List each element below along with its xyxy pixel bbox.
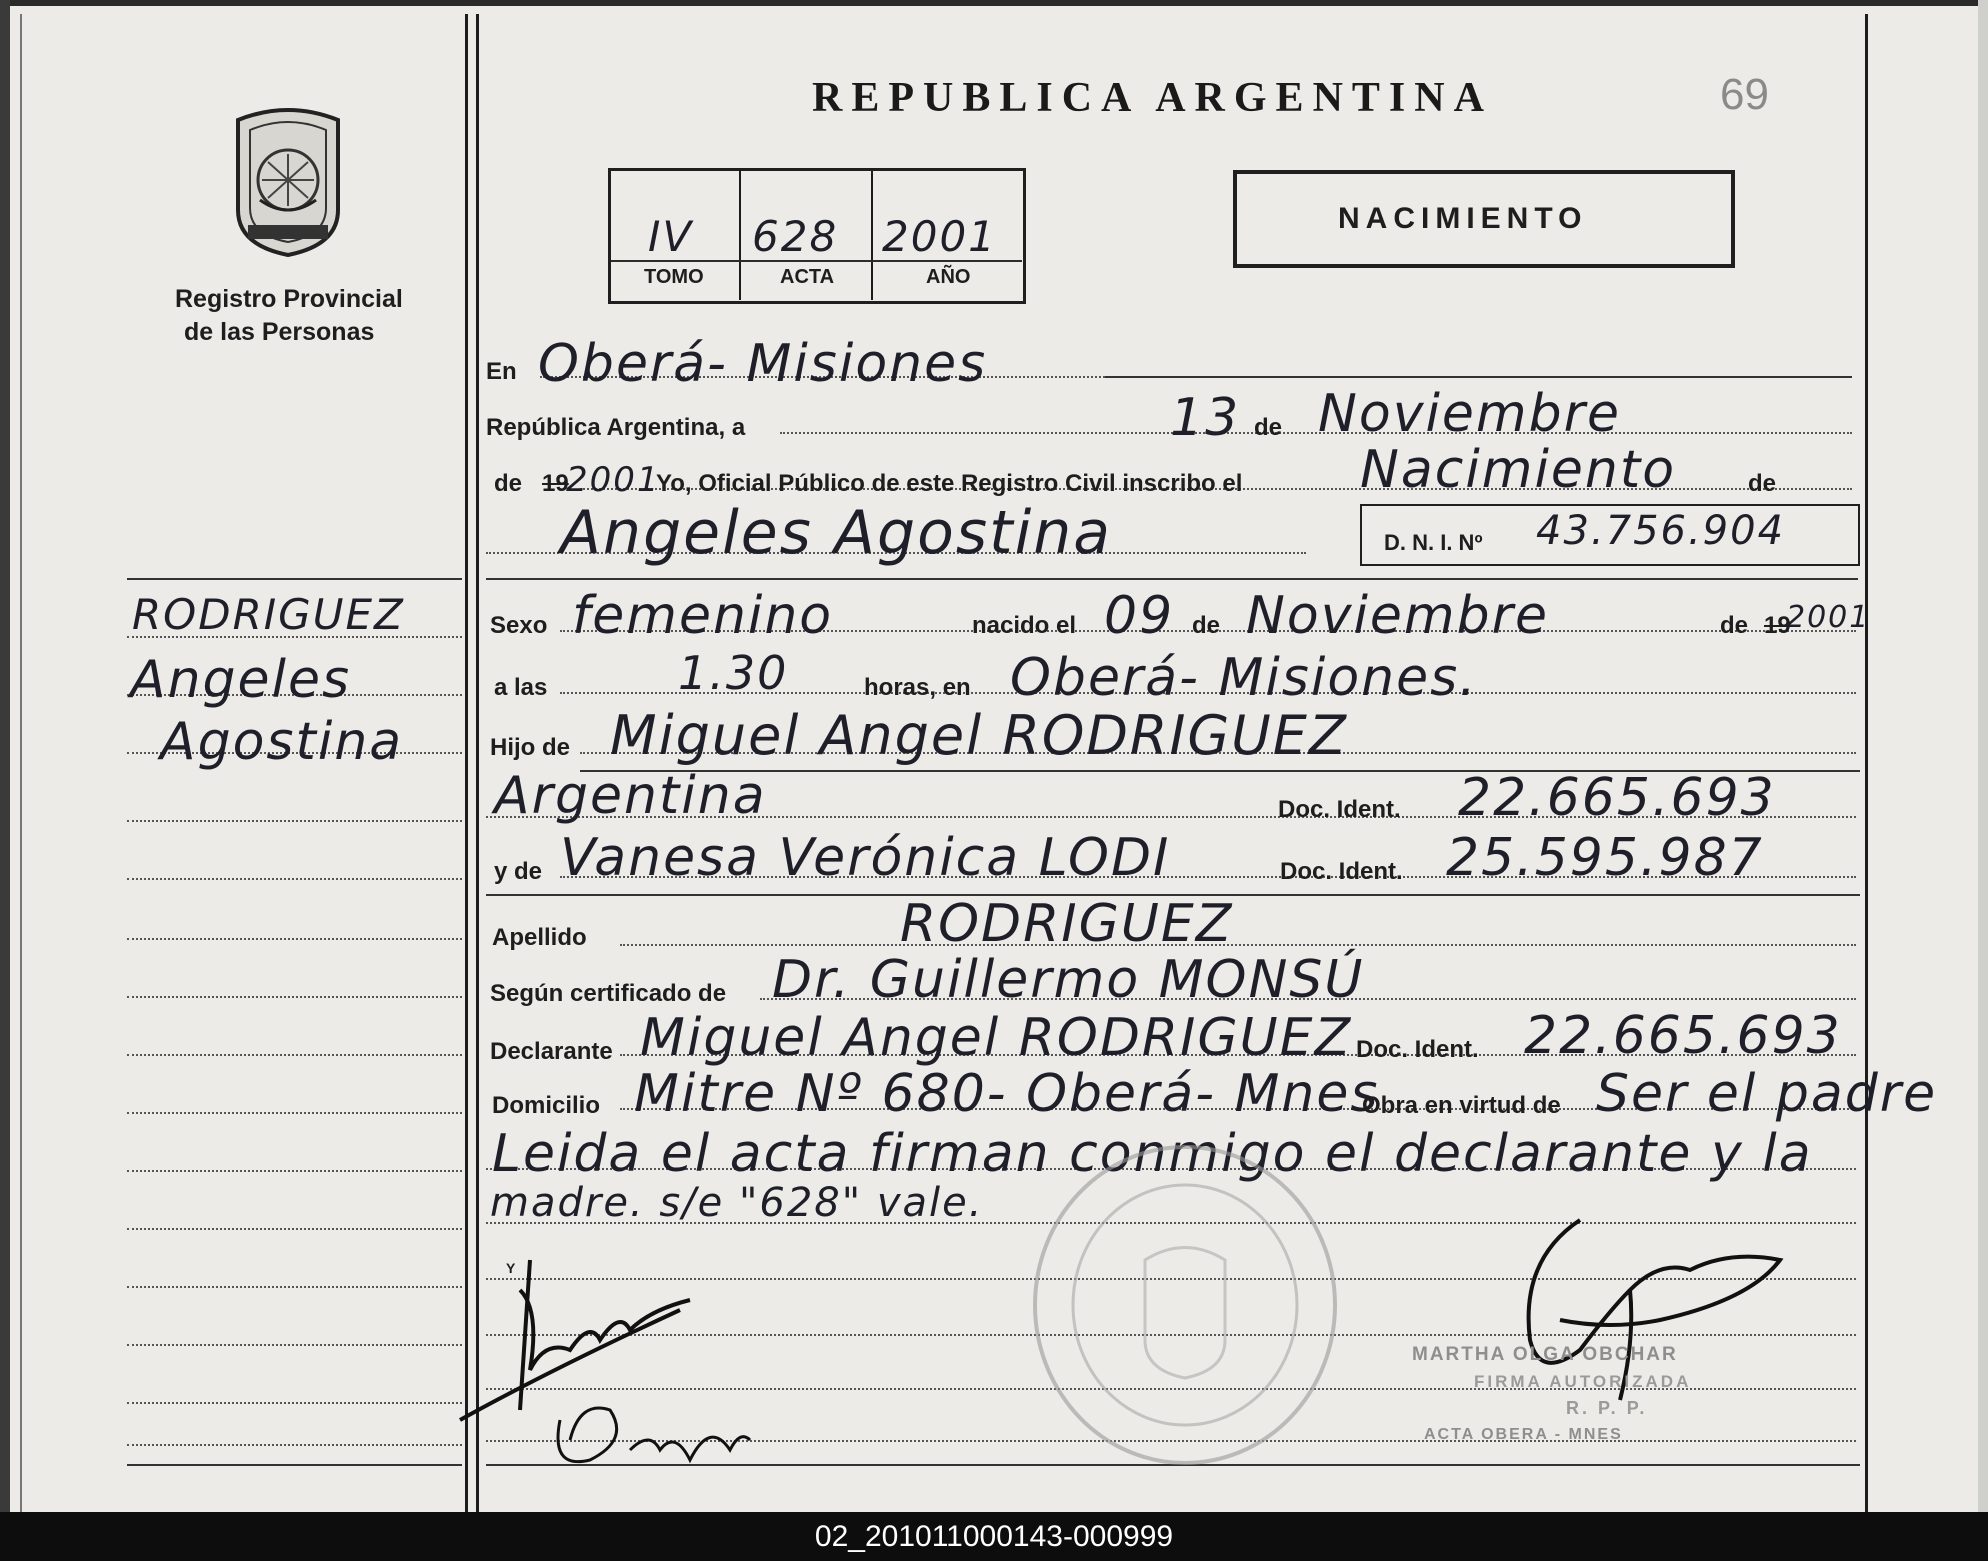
margin-given-name-1: Angeles bbox=[130, 650, 352, 710]
dni-value: 43.756.904 bbox=[1536, 508, 1786, 554]
ano-label: AÑO bbox=[926, 266, 971, 288]
father-value: Miguel Angel RODRIGUEZ bbox=[610, 704, 1348, 767]
tomo-value: IV bbox=[648, 212, 694, 261]
registry-name-line2: de las Personas bbox=[184, 318, 375, 346]
de5-label: de bbox=[1720, 612, 1749, 639]
birth-month-value: Noviembre bbox=[1246, 586, 1549, 646]
form-rule bbox=[780, 432, 1852, 434]
year-prefix: 19 bbox=[542, 470, 569, 497]
y-de-label: y de bbox=[494, 858, 543, 885]
hour-value: 1.30 bbox=[678, 646, 789, 700]
official-stamp-office: R. P. P. bbox=[1566, 1398, 1648, 1418]
apellido-label: Apellido bbox=[492, 924, 587, 951]
page-edge-top bbox=[0, 0, 1988, 6]
republica-label: República Argentina, a bbox=[486, 414, 746, 441]
certificado-label: Según certificado de bbox=[490, 980, 727, 1007]
margin-rule bbox=[127, 1402, 462, 1404]
birth-place-value: Oberá- Misiones. bbox=[1010, 648, 1478, 708]
note-line-2: madre. s/e "628" vale. bbox=[490, 1180, 984, 1226]
margin-rule bbox=[127, 1228, 462, 1230]
hijo-label: Hijo de bbox=[490, 734, 571, 761]
province-seal-logo bbox=[218, 100, 358, 260]
act-type-value: Nacimiento bbox=[1360, 440, 1677, 500]
acta-value: 628 bbox=[752, 212, 839, 261]
de3-label: de bbox=[1748, 470, 1777, 497]
y-label: Y bbox=[506, 1260, 516, 1276]
sexo-label: Sexo bbox=[490, 612, 548, 639]
mother-doc-label: Doc. Ident. bbox=[1280, 858, 1403, 885]
page-edge-left bbox=[0, 0, 10, 1512]
birth-year-value: 2001 bbox=[1786, 600, 1871, 635]
birth-day-value: 09 bbox=[1104, 586, 1175, 646]
official-stamp-location: ACTA OBERA - MNES bbox=[1424, 1426, 1623, 1443]
horas-label: horas, en bbox=[864, 674, 971, 701]
page-edge-right bbox=[1978, 0, 1988, 1512]
domicilio-value: Mitre Nº 680- Oberá- Mnes bbox=[634, 1064, 1380, 1124]
father-nationality-value: Argentina bbox=[494, 766, 767, 826]
margin-rule bbox=[127, 938, 462, 940]
declarante-doc-value: 22.665.693 bbox=[1524, 1006, 1842, 1066]
place-value: Oberá- Misiones bbox=[538, 334, 988, 394]
mother-value: Vanesa Verónica LODI bbox=[560, 828, 1171, 888]
margin-surname: RODRIGUEZ bbox=[132, 590, 405, 639]
margin-rule bbox=[127, 1444, 462, 1446]
registry-name-line1: Registro Provincial bbox=[175, 285, 403, 313]
obra-label: Obra en virtud de bbox=[1362, 1092, 1561, 1119]
margin-given-name-2: Agostina bbox=[160, 712, 404, 772]
declarante-doc-label: Doc. Ident. bbox=[1356, 1036, 1479, 1063]
page-title: REPUBLICA ARGENTINA bbox=[812, 75, 1493, 121]
registry-seal-stamp bbox=[1020, 1140, 1350, 1470]
en-label: En bbox=[486, 358, 517, 385]
month-value: Noviembre bbox=[1318, 384, 1621, 444]
apellido-value: RODRIGUEZ bbox=[900, 894, 1234, 954]
day-value: 13 bbox=[1170, 388, 1241, 448]
form-rule bbox=[1105, 376, 1852, 378]
yo-label: Yo, Oficial Público de este Registro Civil inscribo el bbox=[656, 470, 1243, 497]
margin-rule bbox=[127, 1170, 462, 1172]
margin-rule bbox=[127, 1112, 462, 1114]
margin-rule-bottom bbox=[127, 1464, 462, 1466]
margin-rule bbox=[127, 1344, 462, 1346]
obra-value: Ser el padre bbox=[1596, 1064, 1938, 1124]
sexo-value: femenino bbox=[572, 586, 834, 646]
scan-id-footer: 02_201011000143-000999 bbox=[0, 1512, 1988, 1561]
declarante-value: Miguel Angel RODRIGUEZ bbox=[640, 1008, 1353, 1068]
nacido-label: nacido el bbox=[972, 612, 1077, 639]
record-box-divider-1 bbox=[739, 170, 741, 300]
margin-rule-top bbox=[127, 578, 462, 580]
de2-label: de bbox=[494, 470, 523, 497]
a-las-label: a las bbox=[494, 674, 548, 701]
form-rule bbox=[620, 944, 1856, 946]
dni-label: D. N. I. Nº bbox=[1384, 530, 1483, 555]
record-box-divider-2 bbox=[871, 170, 873, 300]
domicilio-label: Domicilio bbox=[492, 1092, 601, 1119]
ano-value: 2001 bbox=[882, 212, 997, 261]
margin-rule bbox=[127, 1054, 462, 1056]
page-number: 69 bbox=[1720, 70, 1769, 119]
mother-signature bbox=[540, 1380, 760, 1490]
margin-rule bbox=[127, 820, 462, 822]
official-stamp-name: MARTHA OLGA OBCHAR bbox=[1412, 1344, 1678, 1365]
note-line-1: Leida el acta firman conmigo el declarante y la bbox=[492, 1124, 1813, 1184]
form-rule bbox=[486, 578, 1858, 580]
margin-rule bbox=[127, 878, 462, 880]
official-stamp-title: FIRMA AUTORIZADA bbox=[1474, 1372, 1692, 1391]
page-right-border bbox=[1865, 14, 1868, 1512]
declarante-label: Declarante bbox=[490, 1038, 613, 1065]
de4-label: de bbox=[1192, 612, 1221, 639]
father-doc-value: 22.665.693 bbox=[1458, 768, 1776, 828]
act-type-label: NACIMIENTO bbox=[1338, 202, 1588, 235]
margin-rule bbox=[127, 1286, 462, 1288]
year-value: 2001 bbox=[566, 460, 661, 500]
child-name-value: Angeles Agostina bbox=[560, 498, 1113, 568]
margin-rule bbox=[127, 996, 462, 998]
tomo-label: TOMO bbox=[644, 266, 704, 288]
page-left-border bbox=[20, 14, 22, 1512]
mother-doc-value: 25.595.987 bbox=[1446, 828, 1764, 888]
de-label: de bbox=[1254, 414, 1283, 441]
acta-label: ACTA bbox=[780, 266, 835, 288]
certificado-value: Dr. Guillermo MONSÚ bbox=[772, 950, 1365, 1010]
father-doc-label: Doc. Ident. bbox=[1278, 796, 1401, 823]
birth-year-prefix: 19 bbox=[1764, 612, 1791, 639]
